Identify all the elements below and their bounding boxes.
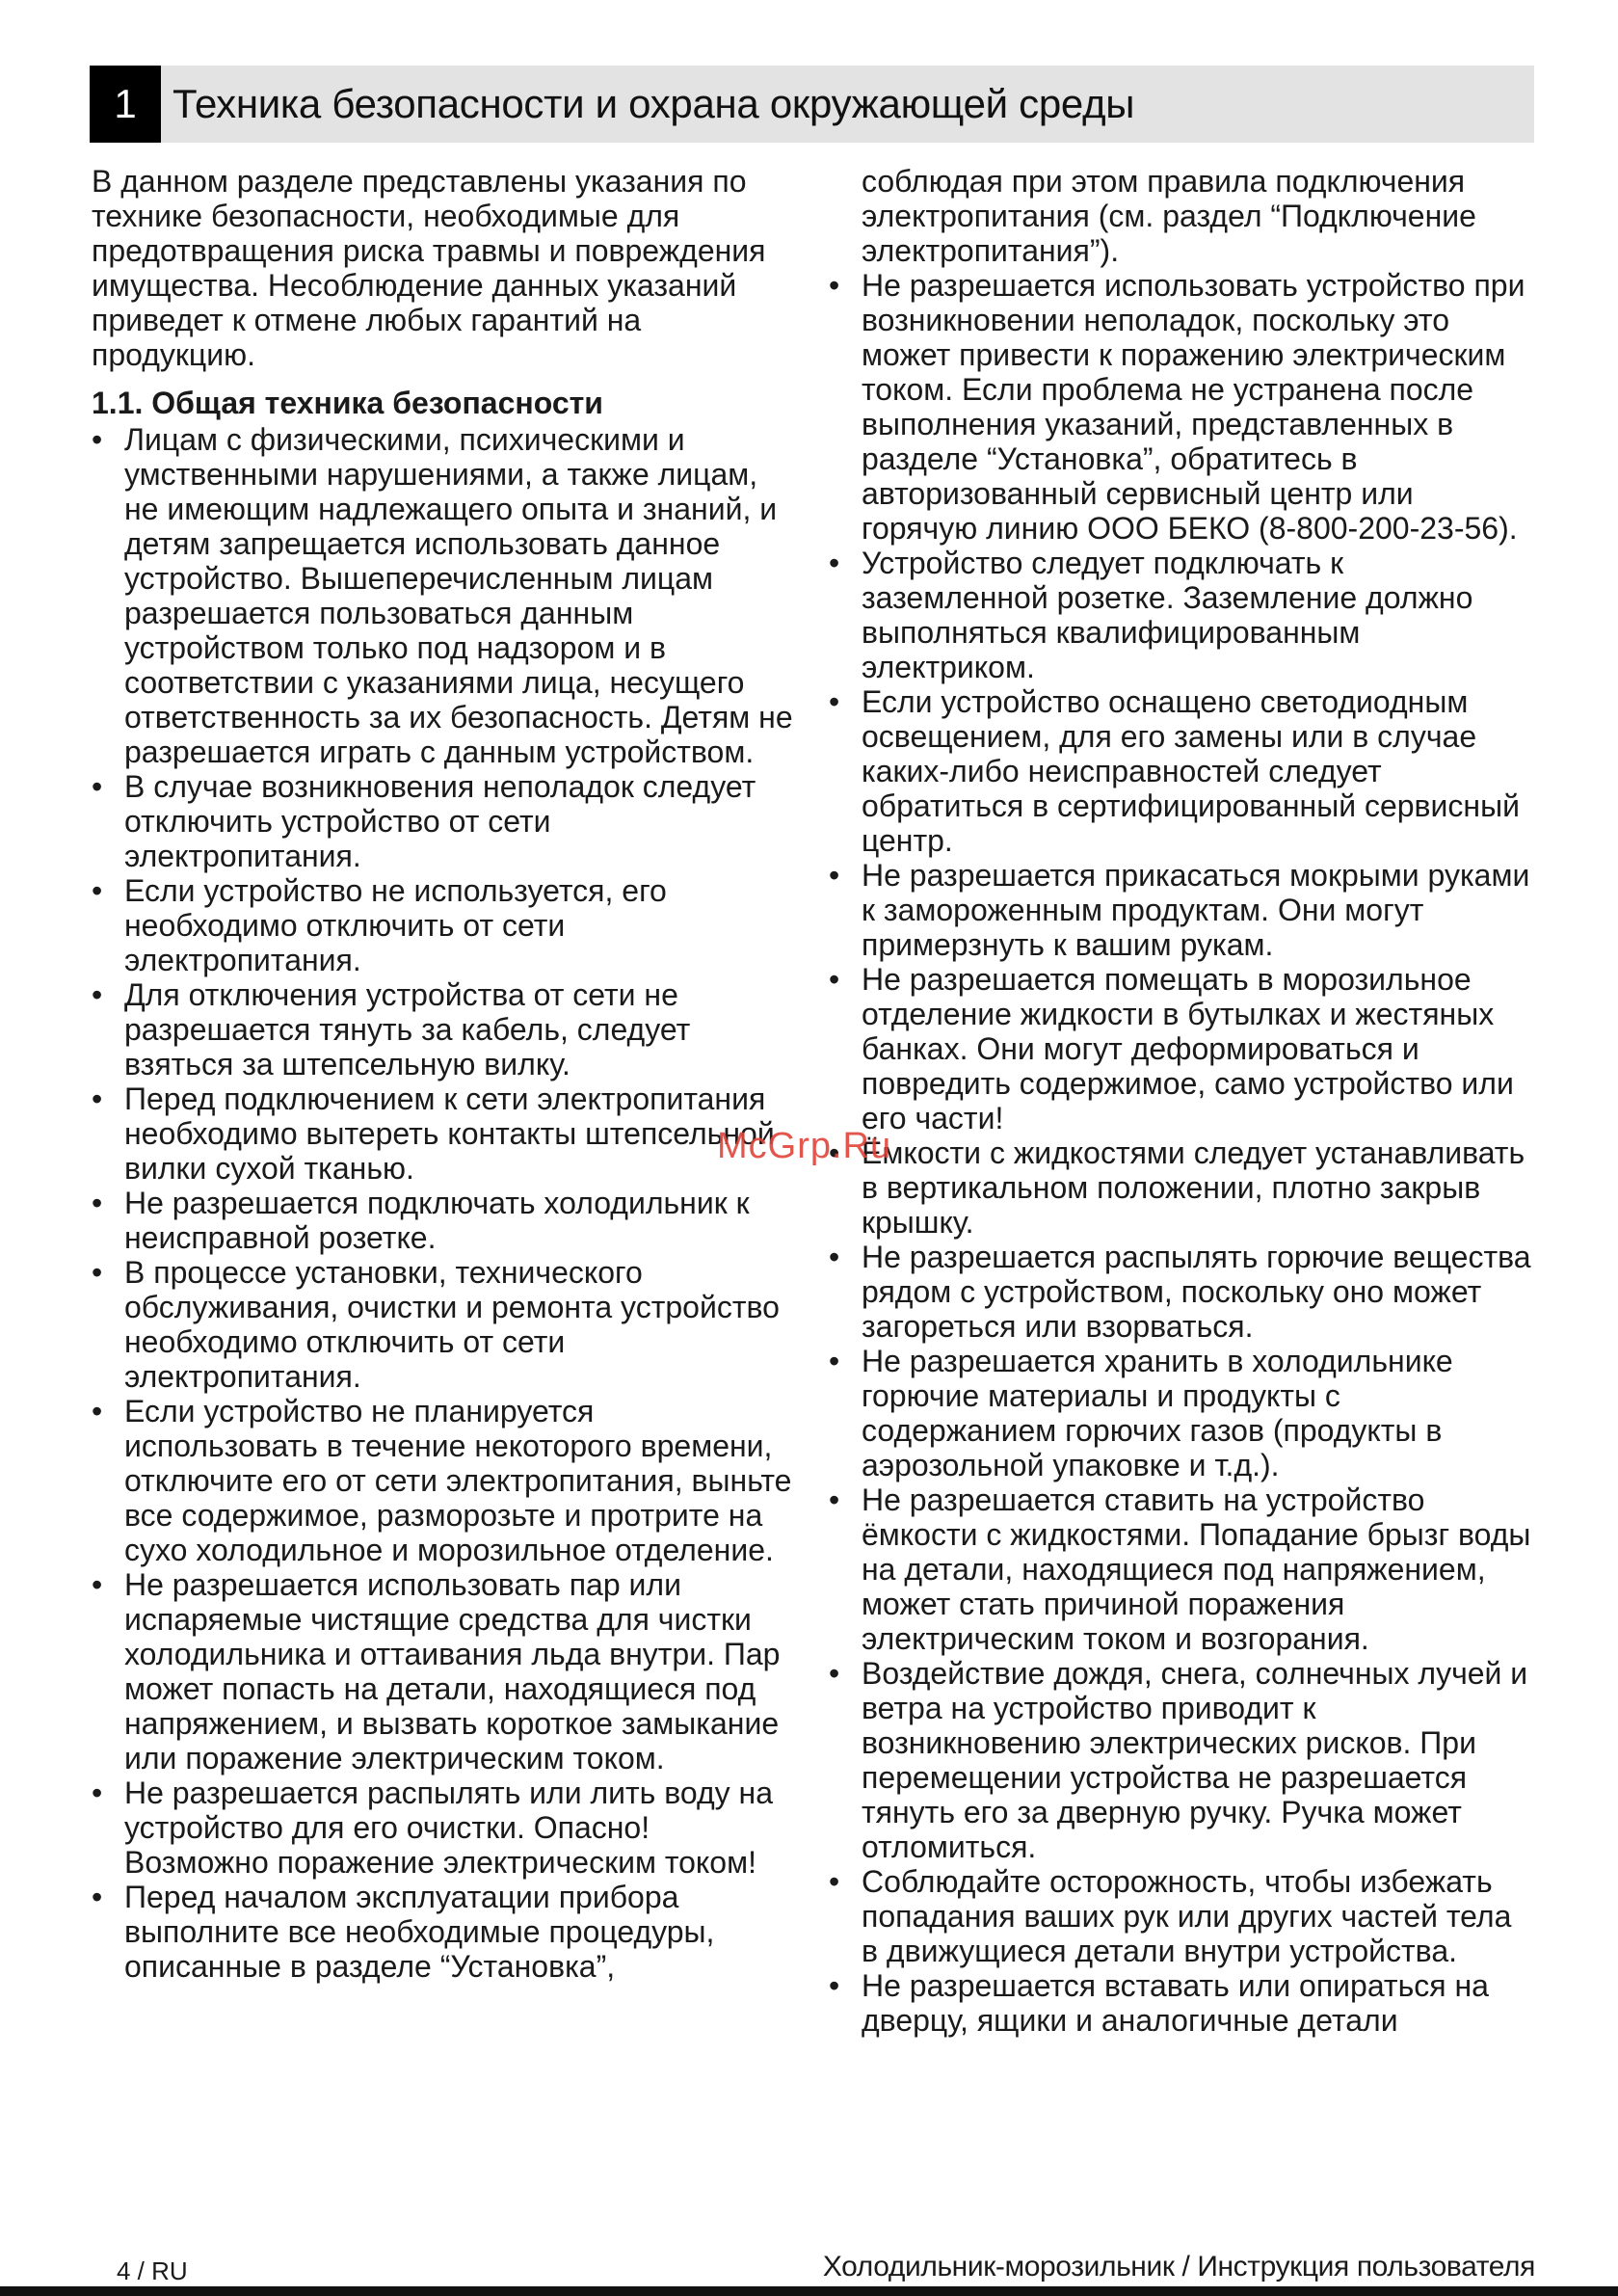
list-item: • Перед подключением к сети электропитания необходимо вытереть контакты штепсельной вилки сухой тканью. <box>92 1081 795 1186</box>
list-item: • Ёмкости с жидкостями следует устанавливать в вертикальном положении, плотно закрыв крышку. <box>829 1135 1532 1240</box>
list-item: • Не разрешается прикасаться мокрыми руками к замороженным продуктам. Они могут примерзнуть к вашим рукам. <box>829 858 1532 962</box>
list-item: • Не разрешается подключать холодильник к неисправной розетке. <box>92 1186 795 1255</box>
section-number: 1 <box>90 66 161 143</box>
list-item: • Не разрешается помещать в морозильное отделение жидкости в бутылках и жестяных банках. Они могут деформироваться и повредить содержимое, само устройство или его части! <box>829 962 1532 1135</box>
list-item-continuation: соблюдая при этом правила подключения электропитания (см. раздел “Подключение электропитания”). <box>862 164 1476 268</box>
list-item: • Устройство следует подключать к заземленной розетке. Заземление должно выполняться квалифицированным электриком. <box>829 546 1532 684</box>
list-item: • Не разрешается использовать устройство при возникновении неполадок, поскольку это может привести к поражению электрическим током. Если проблема не устранена после выполнения указаний, представленных в разделе “Установка”, обратитесь в авторизованный сервисный центр или горячую линию ООО БЕКО (8-800-200-23-56). <box>829 268 1532 546</box>
list-item: • Для отключения устройства от сети не разрешается тянуть за кабель, следует взяться за штепсельную вилку. <box>92 977 795 1081</box>
section-title: Техника безопасности и охрана окружающей среды <box>172 81 1135 126</box>
page-number: 4 / RU <box>117 2256 188 2285</box>
list-item: • Не разрешается распылять или лить воду на устройство для его очистки. Опасно! Возможно поражение электрическим током! <box>92 1775 795 1880</box>
section-header <box>90 66 1534 143</box>
watermark: McGrp.Ru <box>717 1126 892 1166</box>
list-item: • В процессе установки, технического обслуживания, очистки и ремонта устройство необходимо отключить от сети электропитания. <box>92 1255 795 1394</box>
left-column <box>92 164 795 1984</box>
bottom-divider <box>0 2286 1618 2296</box>
list-item: • Соблюдайте осторожность, чтобы избежать попадания ваших рук или других частей тела в движущиеся детали внутри устройства. <box>829 1864 1532 1968</box>
list-item: • Если устройство не планируется использовать в течение некоторого времени, отключите его от сети электропитания, выньте все содержимое, разморозьте и протрите на сухо холодильное и морозильное отделение. <box>92 1394 795 1567</box>
left-bullet-list <box>92 422 795 1984</box>
list-item: • Если устройство оснащено светодиодным освещением, для его замены или в случае каких-либо неисправностей следует обратиться в сертифицированный сервисный центр. <box>829 684 1532 858</box>
list-item: • Не разрешается ставить на устройство ёмкости с жидкостями. Попадание брызг воды на детали, находящиеся под напряжением, может стать причиной поражения электрическим током и возгорания. <box>829 1482 1532 1656</box>
subsection-heading: 1.1. Общая техника безопасности <box>92 386 603 420</box>
list-item: • Лицам с физическими, психическими и умственными нарушениями, а также лицам, не имеющим надлежащего опыта и знаний, и детям запрещается использовать данное устройство. Вышеперечисленным лицам разрешается пользоваться данным устройством только под надзором и в соответствии с указаниями лица, несущего ответственность за их безопасность. Детям не разрешается играть с данным устройством. <box>92 422 795 769</box>
list-item: • Если устройство не используется, его необходимо отключить от сети электропитания. <box>92 873 795 977</box>
list-item: • Воздействие дождя, снега, солнечных лучей и ветра на устройство приводит к возникновению электрических рисков. При перемещении устройства не разрешается тянуть его за дверную ручку. Ручка может отломиться. <box>829 1656 1532 1864</box>
intro-paragraph: В данном разделе представлены указания по технике безопасности, необходимые для предотвращения риска травмы и повреждения имущества. Несоблюдение данных указаний приведет к отмене любых гарантий на продукцию. <box>92 164 766 372</box>
list-item: • Не разрешается хранить в холодильнике горючие материалы и продукты с содержанием горючих газов (продукты в аэрозольной упаковке и т.д.). <box>829 1344 1532 1482</box>
list-item: • В случае возникновения неполадок следует отключить устройство от сети электропитания. <box>92 769 795 873</box>
list-item: • Не разрешается использовать пар или испаряемые чистящие средства для чистки холодильника и оттаивания льда внутри. Пар может попасть на детали, находящиеся под напряжением, и вызвать короткое замыкание или поражение электрическим током. <box>92 1567 795 1775</box>
list-item: • Не разрешается вставать или опираться на дверцу, ящики и аналогичные детали <box>829 1968 1532 2038</box>
document-title: Холодильник-морозильник / Инструкция пользователя <box>822 2251 1535 2283</box>
list-item: • Перед началом эксплуатации прибора выполните все необходимые процедуры, описанные в разделе “Установка”, <box>92 1880 795 1984</box>
right-bullet-list <box>829 164 1532 2038</box>
right-column <box>829 164 1532 2038</box>
list-item: • Не разрешается распылять горючие вещества рядом с устройством, поскольку оно может загореться или взорваться. <box>829 1240 1532 1344</box>
